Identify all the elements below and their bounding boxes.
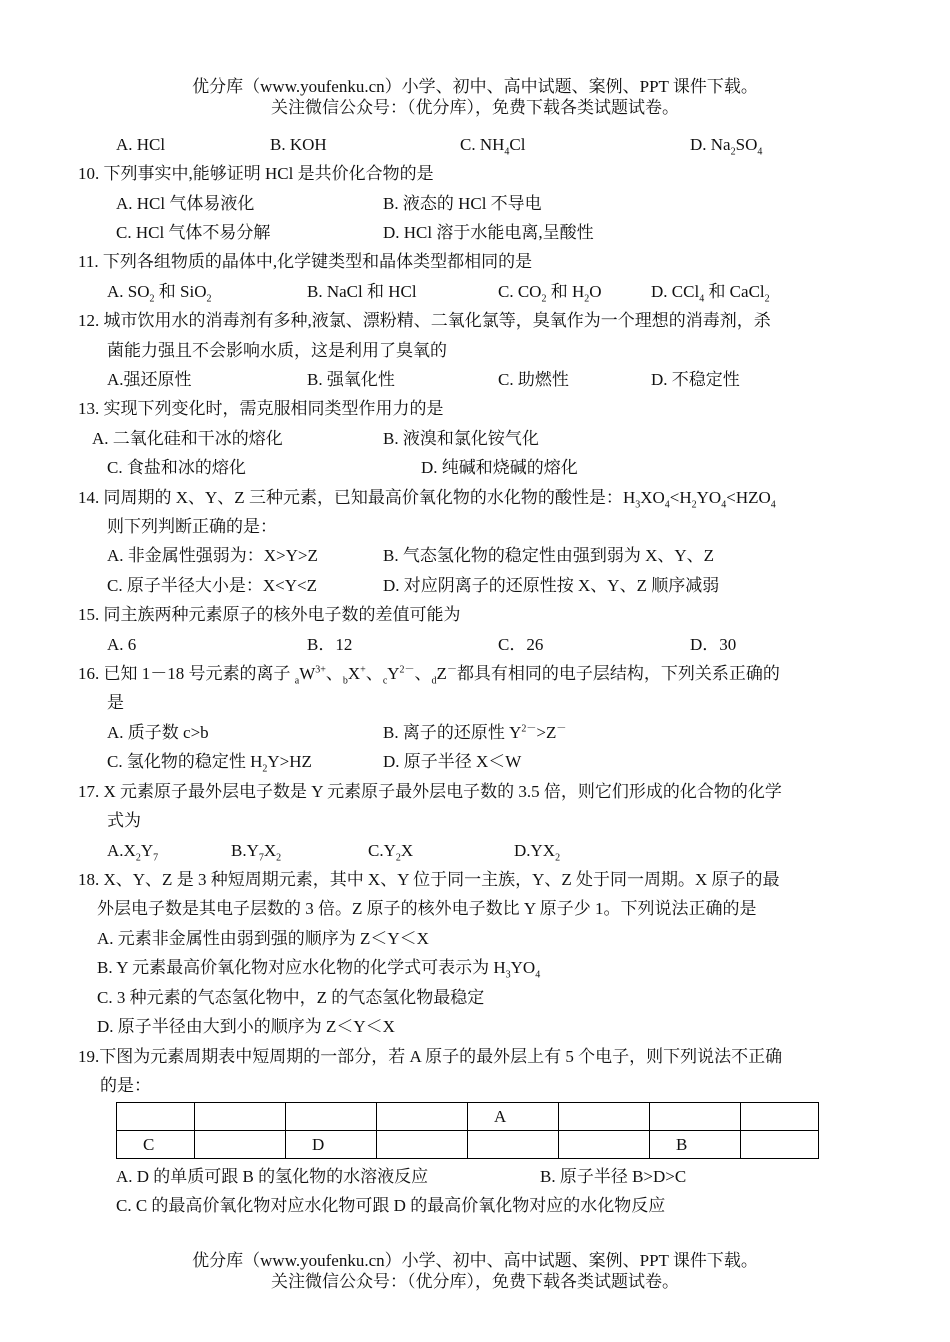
q10-option-b: B. 液态的 HCl 不导电: [383, 194, 542, 213]
table-cell: B: [650, 1131, 741, 1159]
q10-option-d: D. HCl 溶于水能电离,呈酸性: [383, 223, 594, 242]
q13-option-a: A. 二氧化硅和干冰的熔化: [92, 429, 283, 448]
q17-option-a: $A.X_2Y_7$: [107, 841, 159, 864]
q19-stem-line2: 的是：: [100, 1076, 151, 1095]
page-header-line1: 优分库（www.youfenku.cn）小学、初中、高中试题、案例、PPT 课件下载。: [192, 77, 758, 96]
table-cell: [559, 1103, 650, 1131]
q11-option-c: C. $CO_2$ 和 $H_2O$: [498, 282, 602, 305]
q16-option-b: B. 离子的还原性 $Y^{2-}>Z^-$: [383, 723, 567, 742]
q9-option-a: A. HCl: [116, 135, 166, 154]
q9-option-d: D. $Na_2SO_4$: [690, 135, 763, 158]
table-cell: [377, 1103, 468, 1131]
table-cell: [559, 1131, 650, 1159]
q16-option-a: A. 质子数 c>b: [107, 723, 209, 742]
table-cell: [117, 1103, 195, 1131]
table-cell: [377, 1131, 468, 1159]
table-cell: [195, 1103, 286, 1131]
q14-option-c: C. 原子半径大小是：X<Y<Z: [107, 576, 317, 595]
q17-stem-line2: 式为: [107, 811, 141, 830]
q10-stem: 10. 下列事实中,能够证明 HCl 是共价化合物的是: [78, 164, 434, 183]
q12-option-d: D. 不稳定性: [651, 370, 740, 389]
page-footer-line2: 关注微信公众号：（优分库），免费下载各类试题试卷。: [271, 1272, 679, 1291]
q15-stem: 15. 同主族两种元素原子的核外电子数的差值可能为: [78, 605, 461, 624]
table-cell: C: [117, 1131, 195, 1159]
q13-stem: 13. 实现下列变化时，需克服相同类型作用力的是: [78, 399, 444, 418]
table-cell: [741, 1131, 819, 1159]
q14-option-a: A. 非金属性强弱为：X>Y>Z: [107, 546, 318, 565]
q16-option-d: D. 原子半径 X＜W: [383, 752, 522, 771]
table-cell: [195, 1131, 286, 1159]
table-row: [117, 1103, 819, 1131]
q12-stem-line1: 12. 城市饮用水的消毒剂有多种,液氯、漂粉精、二氧化氯等，臭氧作为一个理想的消毒剂，杀: [78, 311, 771, 330]
table-cell: A: [468, 1103, 559, 1131]
table-row: [117, 1131, 819, 1159]
q19-option-b: B. 原子半径 B>D>C: [540, 1167, 687, 1186]
table-cell: [468, 1131, 559, 1159]
q19-stem-line1: 19.下图为元素周期表中短周期的一部分，若 A 原子的最外层上有 5 个电子，则下列说法不正确: [78, 1047, 783, 1066]
q14-stem-line2: 则下列判断正确的是：: [107, 517, 277, 536]
q18-option-c: C. 3 种元素的气态氢化物中，Z 的气态氢化物最稳定: [97, 988, 485, 1007]
page-footer-line1: 优分库（www.youfenku.cn）小学、初中、高中试题、案例、PPT 课件下载。: [192, 1251, 758, 1270]
q14-stem-line1: 14. 同周期的 X、Y、Z 三种元素，已知最高价氧化物的水化物的酸性是：$H_3XO_4<H_2YO_4<HZO_4$: [78, 488, 776, 511]
q12-stem-line2: 菌能力强且不会影响水质，这是利用了臭氧的: [107, 341, 447, 360]
table-cell: D: [286, 1131, 377, 1159]
q15-option-a: A. 6: [107, 635, 137, 654]
q11-option-a: A. $SO_2$ 和 SiO$_2$: [107, 282, 212, 305]
q13-option-d: D. 纯碱和烧碱的熔化: [421, 458, 578, 477]
q16-option-c: C. 氢化物的稳定性 $H_2Y>HZ$: [107, 752, 312, 775]
q9-option-c: C. $NH_4Cl$: [460, 135, 526, 158]
q18-option-a: A. 元素非金属性由弱到强的顺序为 Z＜Y＜X: [97, 929, 429, 948]
q15-option-c: C．26: [498, 635, 544, 654]
q19-option-c: C. C 的最高价氧化物对应水化物可跟 D 的最高价氧化物对应的水化物反应: [116, 1196, 666, 1215]
q16-stem-line1: 16. 已知 1－18 号元素的离子 $_aW^{3+}$、$_b$X+、$_cY^{2-}$、$_d$Z－都具有相同的电子层结构，下列关系正确的: [78, 664, 780, 687]
q15-option-b: B．12: [307, 635, 353, 654]
q17-option-b: $B.Y_7X_2$: [231, 841, 282, 864]
q11-option-d: D. CCl$_4$ 和 CaCl$_2$: [651, 282, 770, 305]
q16-stem-line2: 是: [107, 693, 124, 712]
q18-option-d: D. 原子半径由大到小的顺序为 Z＜Y＜X: [97, 1017, 395, 1036]
q12-option-a: A.强还原性: [107, 370, 192, 389]
periodic-table-fragment: [116, 1102, 819, 1159]
q13-option-c: C. 食盐和冰的熔化: [107, 458, 246, 477]
q14-option-b: B. 气态氢化物的稳定性由强到弱为 X、Y、Z: [383, 546, 715, 565]
q10-option-a: A. HCl 气体易液化: [116, 194, 255, 213]
q11-stem: 11. 下列各组物质的晶体中,化学键类型和晶体类型都相同的是: [78, 252, 533, 271]
q17-option-c: $C.Y_2X$: [368, 841, 414, 864]
table-cell: [741, 1103, 819, 1131]
q19-option-a: A. D 的单质可跟 B 的氢化物的水溶液反应: [116, 1167, 429, 1186]
q15-option-d: D．30: [690, 635, 737, 654]
q14-option-d: D. 对应阴离子的还原性按 X、Y、Z 顺序减弱: [383, 576, 720, 595]
q12-option-b: B. 强氧化性: [307, 370, 395, 389]
q18-stem-line1: 18. X、Y、Z 是 3 种短周期元素，其中 X、Y 位于同一主族，Y、Z 处于同一周期。X 原子的最: [78, 870, 780, 889]
q18-option-b: B. Y 元素最高价氧化物对应水化物的化学式可表示为 $H_3YO_4$: [97, 958, 541, 981]
q10-option-c: C. HCl 气体不易分解: [116, 223, 271, 242]
table-cell: [650, 1103, 741, 1131]
q17-stem-line1: 17. X 元素原子最外层电子数是 Y 元素原子最外层电子数的 3.5 倍，则它们形成的化合物的化学: [78, 782, 782, 801]
table-cell: [286, 1103, 377, 1131]
q12-option-c: C. 助燃性: [498, 370, 569, 389]
q18-stem-line2: 外层电子数是其电子层数的 3 倍。Z 原子的核外电子数比 Y 原子少 1。下列说法正确的是: [97, 899, 757, 918]
page-header-line2: 关注微信公众号：（优分库），免费下载各类试题试卷。: [271, 98, 679, 117]
q11-option-b: B. NaCl 和 HCl: [307, 282, 417, 301]
q9-option-b: B. KOH: [270, 135, 327, 154]
q13-option-b: B. 液溴和氯化铵气化: [383, 429, 539, 448]
q17-option-d: $D.YX_2$: [514, 841, 561, 864]
